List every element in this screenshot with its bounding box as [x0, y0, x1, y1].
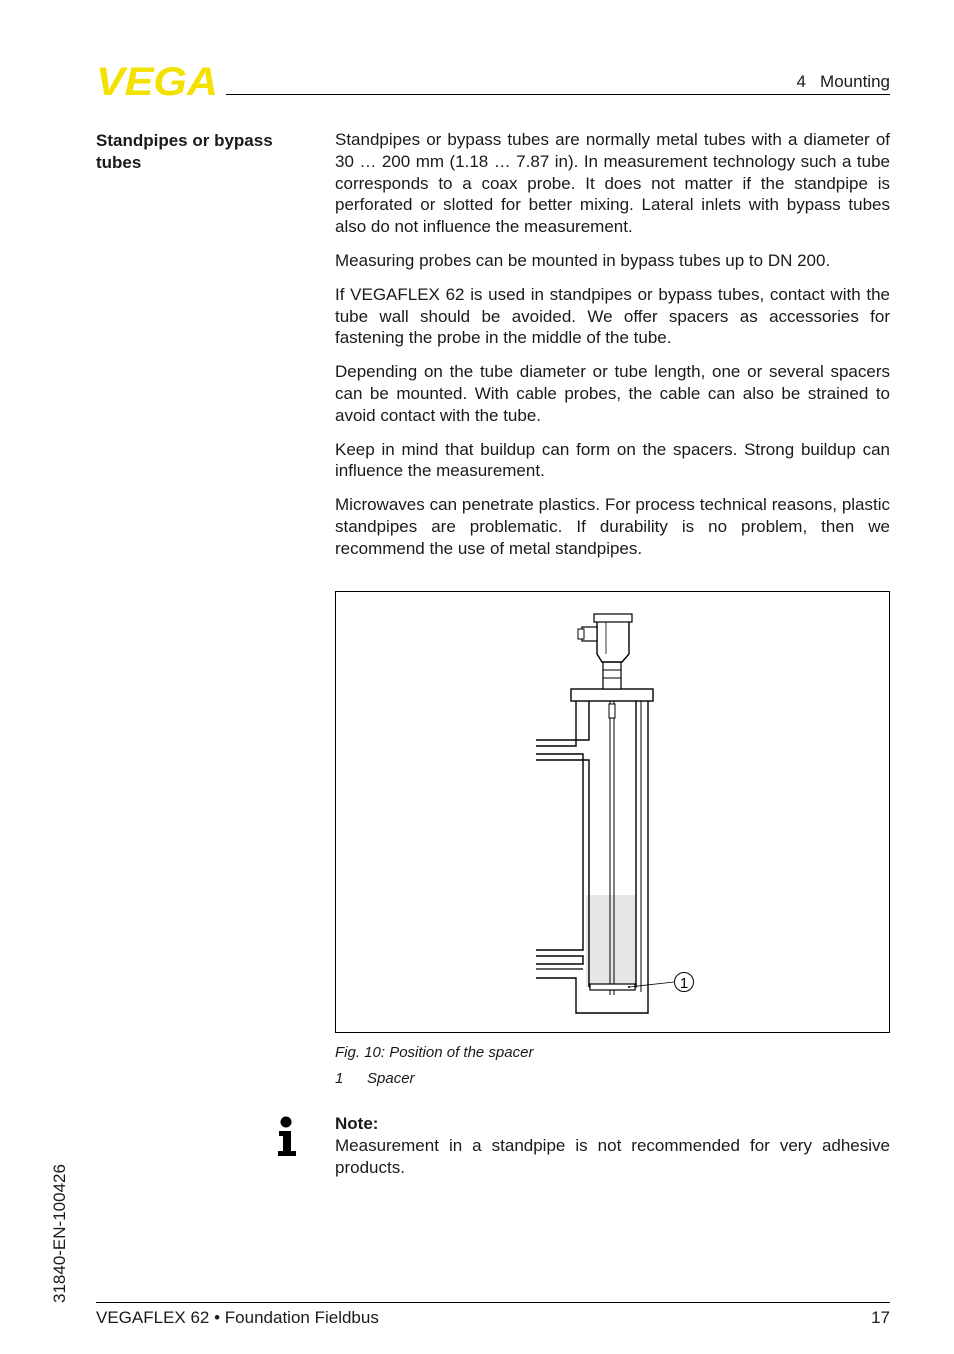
liquid-level — [586, 895, 636, 987]
figure-frame — [335, 591, 890, 1033]
page-number: 17 — [871, 1308, 890, 1327]
probe-coupling — [609, 704, 615, 718]
legend-number: 1 — [335, 1070, 344, 1087]
paragraph: Keep in mind that buildup can form on the spacers. Strong buildup can influence the measurement. — [335, 439, 890, 481]
svg-text:VEGA: VEGA — [96, 64, 218, 98]
note-text: Measurement in a standpipe is not recommended for very adhesive products. — [335, 1136, 890, 1177]
figure-caption: Fig. 10: Position of the spacer — [335, 1044, 534, 1061]
header-rule — [226, 94, 890, 95]
flange — [571, 689, 653, 701]
paragraph: Microwaves can penetrate plastics. For process technical reasons, plastic standpipes are problematic. If durability is no problem, then we recommend the use of metal standpipes. — [335, 495, 890, 558]
note-block — [335, 1113, 890, 1179]
body-text — [335, 129, 890, 572]
document-code: 31840-EN-100426 — [50, 1164, 69, 1303]
footer-rule — [96, 1302, 890, 1303]
section-title: Standpipes or bypass tubes — [96, 131, 273, 172]
info-icon — [276, 1116, 298, 1158]
cable-gland-nut — [578, 629, 584, 639]
paragraph: Measuring probes can be mounted in bypass tubes up to DN 200. — [335, 250, 831, 270]
standpipe-inner-left-wall — [536, 701, 589, 987]
housing-neck — [603, 662, 621, 689]
housing-body — [597, 620, 629, 662]
standpipe-diagram — [336, 592, 889, 1032]
housing-lid — [594, 614, 632, 622]
chapter-heading: 4 Mounting — [796, 72, 890, 91]
paragraph: If VEGAFLEX 62 is used in standpipes or bypass tubes, contact with the tube wall should be avoided. We offer spacers as accessories for fastening the probe in the middle of the tube. — [335, 284, 890, 348]
paragraph: Standpipes or bypass tubes are normally metal tubes with a diameter of 30 … 200 mm (1.18 … 7.87 in). In measurement technology such a tube corresponds to a coax probe. It does not matter if the standpipe is perforated or slotted for better mixing. Lateral inlets with bypass tubes also do not influence the measurement. — [335, 130, 890, 237]
footer-product: VEGAFLEX 62 • Foundation Fieldbus — [96, 1308, 379, 1327]
figure-legend — [335, 1070, 415, 1087]
vega-logo — [96, 64, 220, 98]
callout-number: 1 — [679, 975, 689, 992]
legend-label: Spacer — [367, 1070, 415, 1087]
paragraph: Depending on the tube diameter or tube length, one or several spacers can be mounted. With cable probes, the cable can also be strained to avoid contact with the tube. — [335, 362, 890, 425]
note-title: Note: — [335, 1114, 379, 1133]
